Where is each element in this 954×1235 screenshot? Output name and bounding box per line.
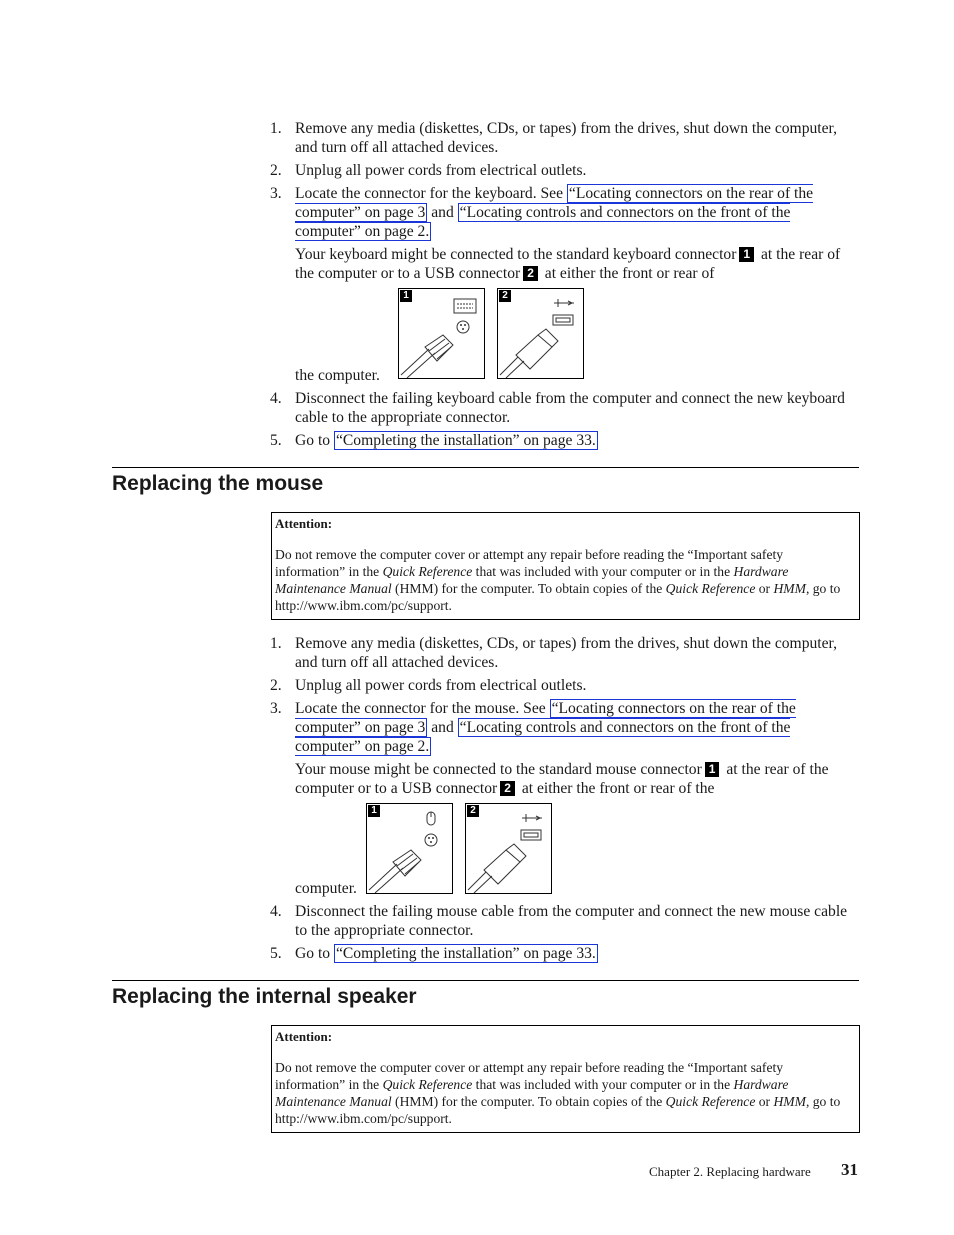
- step-detail: Your keyboard might be connected to the standard keyboard connector 1 at the rear of the computer or to a USB connector 2 at either the front or rear of the computer.: [295, 245, 860, 385]
- link-rear-connectors[interactable]: “Locating connectors on the rear of the computer” on page 3: [295, 185, 814, 221]
- figure-badge: 2: [467, 805, 479, 817]
- usb-connector-icon: [466, 804, 551, 893]
- callout-1: 1: [705, 762, 720, 777]
- link-completing-installation[interactable]: “Completing the installation” on page 33.: [335, 945, 596, 962]
- list-item: 5. Go to “Completing the installation” on page 33.: [270, 945, 596, 962]
- link-rear-connectors[interactable]: “Locating connectors on the rear of the computer” on page 3: [295, 700, 796, 736]
- list-item: 2. Unplug all power cords from electrical outlets.: [270, 162, 587, 179]
- attention-text: Do not remove the computer cover or attempt any repair before reading the “Important safety information” in the Quick Reference that was included with your computer or in the Hardware Maintenance Manual (HMM) for the computer. To obtain copies of the Quick Reference or HMM, go to http://www.ibm.com/pc/support.: [275, 547, 841, 613]
- list-item: 3. Locate the connector for the mouse. See “Locating connectors on the rear of the computer” on page 3 and “Locating controls and connectors on the front of the computer” on page 2. Your mouse might be connected to the standard mouse connector 1 at the rear of the computer or to a USB connector 2 at either the front or rear of the computer.: [270, 699, 860, 898]
- figure-row: computer.: [295, 880, 357, 897]
- usb-connector-icon: [498, 289, 583, 378]
- list-item: 3. Locate the connector for the keyboard. See “Locating connectors on the rear of the computer” on page 3 and “Locating controls and connectors on the front of the computer” on page 2. Your keyboard might be connected to the standard keyboard connector 1 at the rear of the computer or to a USB connector 2 at either the front or rear of the computer.: [270, 184, 860, 385]
- keyboard-steps: [270, 119, 860, 454]
- figure-badge: 1: [400, 290, 412, 302]
- ps2-keyboard-connector-icon: [399, 289, 484, 378]
- list-item: 2. Unplug all power cords from electrical outlets.: [270, 677, 587, 694]
- link-completing-installation[interactable]: “Completing the installation” on page 33.: [335, 432, 596, 449]
- list-item: 4. Disconnect the failing mouse cable from the computer and connect the new mouse cable to the appropriate connector.: [270, 903, 848, 939]
- step-detail: Your mouse might be connected to the standard mouse connector 1 at the rear of the computer or to a USB connector 2 at either the front or rear of the computer.: [295, 760, 860, 898]
- mouse-steps: [270, 634, 860, 967]
- list-item: 4. Disconnect the failing keyboard cable from the computer and connect the new keyboard cable to the appropriate connector.: [270, 390, 845, 426]
- attention-text: Do not remove the computer cover or attempt any repair before reading the “Important safety information” in the Quick Reference that was included with your computer or in the Hardware Maintenance Manual (HMM) for the computer. To obtain copies of the Quick Reference or HMM, go to http://www.ibm.com/pc/support.: [275, 1060, 841, 1126]
- page-number: 31: [841, 1160, 858, 1179]
- figure-row: the computer.: [295, 367, 380, 384]
- link-front-controls[interactable]: “Locating controls and connectors on the front of the computer” on page 2.: [295, 204, 791, 240]
- ps2-mouse-connector-icon: [367, 804, 452, 893]
- attention-title: Attention:: [275, 1029, 333, 1044]
- link-front-controls[interactable]: “Locating controls and connectors on the front of the computer” on page 2.: [295, 719, 791, 755]
- list-item: 1. Remove any media (diskettes, CDs, or tapes) from the drives, shut down the computer, and turn off all attached devices.: [270, 635, 838, 671]
- keyboard-connector-figure: [398, 288, 485, 379]
- callout-2: 2: [523, 266, 538, 281]
- attention-title: Attention:: [275, 516, 333, 531]
- attention-box: [271, 1025, 860, 1133]
- list-item: 1. Remove any media (diskettes, CDs, or tapes) from the drives, shut down the computer, and turn off all attached devices.: [270, 120, 838, 156]
- figure-badge: 2: [499, 290, 511, 302]
- keyboard-usb-figure: [497, 288, 584, 379]
- attention-box: [271, 512, 860, 620]
- callout-2: 2: [500, 781, 515, 796]
- footer-chapter: Chapter 2. Replacing hardware: [649, 1164, 811, 1179]
- mouse-connector-figure: [366, 803, 453, 894]
- mouse-usb-figure: [465, 803, 552, 894]
- section-heading-mouse: Replacing the mouse: [112, 467, 859, 496]
- callout-1: 1: [739, 247, 754, 262]
- figure-badge: 1: [368, 805, 380, 817]
- section-heading-speaker: Replacing the internal speaker: [112, 980, 859, 1009]
- list-item: 5. Go to “Completing the installation” on page 33.: [270, 432, 596, 449]
